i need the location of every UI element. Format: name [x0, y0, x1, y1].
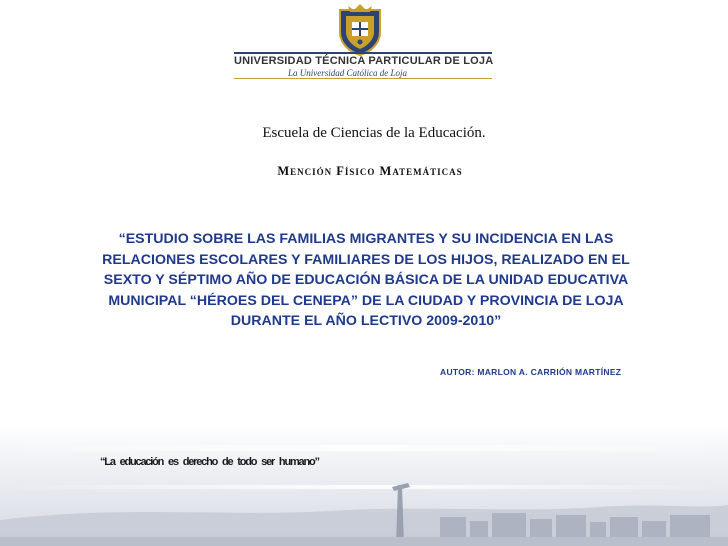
thesis-title-line: “ESTUDIO SOBRE LAS FAMILIAS MIGRANTES Y SU INCIDENCIA EN LAS	[118, 231, 614, 247]
thesis-title-line: SEXTO Y SÉPTIMO AÑO DE EDUCACIÓN BÁSICA DE LA UNIDAD EDUCATIVA	[103, 272, 629, 288]
university-seal-icon	[334, 2, 386, 56]
campus-background-image	[0, 425, 728, 546]
university-subtitle: La Universidad Católica de Loja	[288, 68, 407, 78]
thesis-title-line: MUNICIPAL “HÉROES DEL CENEPA” DE LA CIUDAD Y PROVINCIA DE LOJA	[108, 292, 624, 309]
thesis-title-line: RELACIONES ESCOLARES Y FAMILIARES DE LOS HIJOS, REALIZADO EN EL	[102, 251, 630, 268]
mention-heading: Mención Físico Matemáticas	[277, 164, 463, 178]
thesis-title	[62, 229, 670, 332]
author-label: AUTOR: MARLON A. CARRIÓN MARTÍNEZ	[440, 367, 622, 377]
quote-text: “La educación es derecho de todo ser humano”	[100, 456, 319, 468]
school-heading: Escuela de Ciencias de la Educación.	[262, 125, 486, 141]
thesis-title-line: DURANTE EL AÑO LECTIVO 2009-2010”	[230, 313, 502, 329]
logo-divider-top	[234, 52, 492, 54]
university-name: UNIVERSIDAD TÉCNICA PARTICULAR DE LOJA	[234, 55, 494, 67]
logo-divider-bottom	[234, 78, 492, 79]
